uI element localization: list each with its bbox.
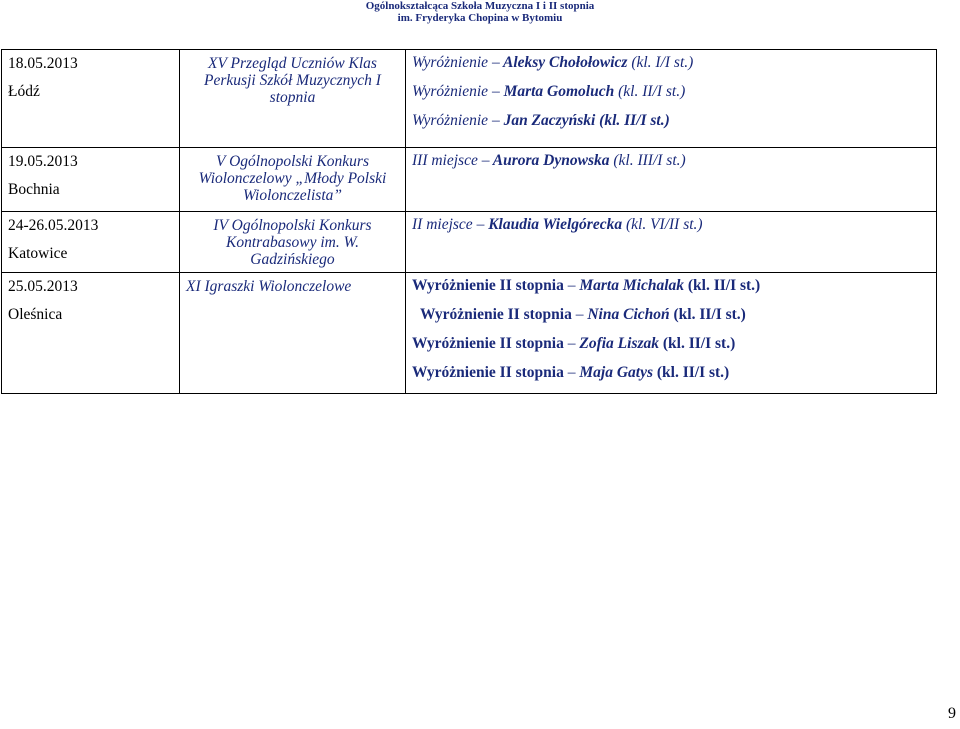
date-cell xyxy=(2,273,180,394)
result-name: Zofia Liszak xyxy=(579,335,660,352)
results-cell xyxy=(406,50,937,148)
result-line xyxy=(412,112,936,141)
result-label: Wyróżnienie II stopnia xyxy=(412,364,564,381)
event-city: Oleśnica xyxy=(8,306,63,323)
event-name-cell xyxy=(180,273,406,394)
result-class: (kl. II/I st.) xyxy=(662,335,736,352)
date-cell xyxy=(2,212,180,273)
result-line xyxy=(412,83,936,112)
result-class: (kl. II/I st.) xyxy=(673,306,746,323)
result-label: Wyróżnienie xyxy=(412,83,489,100)
date-cell xyxy=(2,148,180,212)
results-cell xyxy=(406,148,937,212)
result-dash: – xyxy=(476,216,485,233)
table-row xyxy=(2,148,937,212)
event-date: 25.05.2013 xyxy=(8,278,78,295)
result-line xyxy=(412,54,936,83)
table-row xyxy=(2,212,937,273)
event-name-cell xyxy=(180,212,406,273)
event-name: XV Przegląd Uczniów Klas Perkusji Szkół Muzycznych I stopnia xyxy=(204,55,381,106)
awards-table xyxy=(1,49,937,394)
result-dash: – xyxy=(491,112,500,129)
result-name: Jan Zaczyński xyxy=(503,112,596,129)
results-cell xyxy=(406,273,937,394)
result-line xyxy=(412,335,936,364)
result-dash: – xyxy=(481,152,490,169)
result-class: (kl. II/I st.) xyxy=(599,112,670,129)
event-name: V Ogólnopolski Konkurs Wiolonczelowy „Młody Polski Wiolonczelista” xyxy=(198,153,387,204)
result-line xyxy=(412,216,936,245)
result-class: (kl. I/I st.) xyxy=(631,54,694,71)
event-date: 24-26.05.2013 xyxy=(8,217,99,234)
result-label: Wyróżnienie xyxy=(412,54,489,71)
result-class: (kl. III/I st.) xyxy=(613,152,686,169)
result-name: Klaudia Wielgórecka xyxy=(488,216,623,233)
event-date: 19.05.2013 xyxy=(8,153,78,170)
result-name: Marta Gomoluch xyxy=(503,83,615,100)
result-label: III miejsce xyxy=(412,152,478,169)
header-school-name: Ogólnokształcąca Szkoła Muzyczna I i II stopnia xyxy=(365,0,595,12)
result-label: Wyróżnienie II stopnia xyxy=(412,277,564,294)
result-line xyxy=(412,277,936,306)
result-label: Wyróżnienie xyxy=(412,112,489,129)
result-class: (kl. VI/II st.) xyxy=(625,216,703,233)
result-name: Aleksy Chołołowicz xyxy=(503,54,628,71)
result-dash: – xyxy=(491,54,500,71)
result-name: Nina Cichoń xyxy=(587,306,670,323)
result-label: Wyróżnienie II stopnia xyxy=(420,306,572,323)
result-class: (kl. II/I st.) xyxy=(656,364,730,381)
date-cell xyxy=(2,50,180,148)
event-name: IV Ogólnopolski Konkurs Kontrabasowy im. W. Gadzińskiego xyxy=(213,217,372,268)
result-label: Wyróżnienie II stopnia xyxy=(412,335,564,352)
result-line xyxy=(412,152,936,181)
result-label: II miejsce xyxy=(412,216,473,233)
result-dash: – xyxy=(567,277,576,294)
table-row xyxy=(2,50,937,148)
event-name-cell xyxy=(180,148,406,212)
page-number: 9 xyxy=(948,705,956,722)
event-city: Łódź xyxy=(8,83,40,100)
result-dash: – xyxy=(567,335,576,352)
header-school-patron: im. Fryderyka Chopina w Bytomiu xyxy=(397,12,563,24)
event-city: Bochnia xyxy=(8,181,60,198)
result-class: (kl. II/I st.) xyxy=(618,83,686,100)
results-cell xyxy=(406,212,937,273)
result-dash: – xyxy=(491,83,500,100)
event-name-cell xyxy=(180,50,406,148)
event-city: Katowice xyxy=(8,245,68,262)
result-line xyxy=(412,364,936,393)
result-name: Maja Gatys xyxy=(579,364,653,381)
result-line xyxy=(412,306,936,335)
result-dash: – xyxy=(575,306,584,323)
event-date: 18.05.2013 xyxy=(8,55,78,72)
table-row xyxy=(2,273,937,394)
event-name: XI Igraszki Wiolonczelowe xyxy=(186,278,352,295)
result-name: Aurora Dynowska xyxy=(492,152,610,169)
result-dash: – xyxy=(567,364,576,381)
result-class: (kl. II/I st.) xyxy=(687,277,761,294)
result-name: Marta Michalak xyxy=(579,277,684,294)
